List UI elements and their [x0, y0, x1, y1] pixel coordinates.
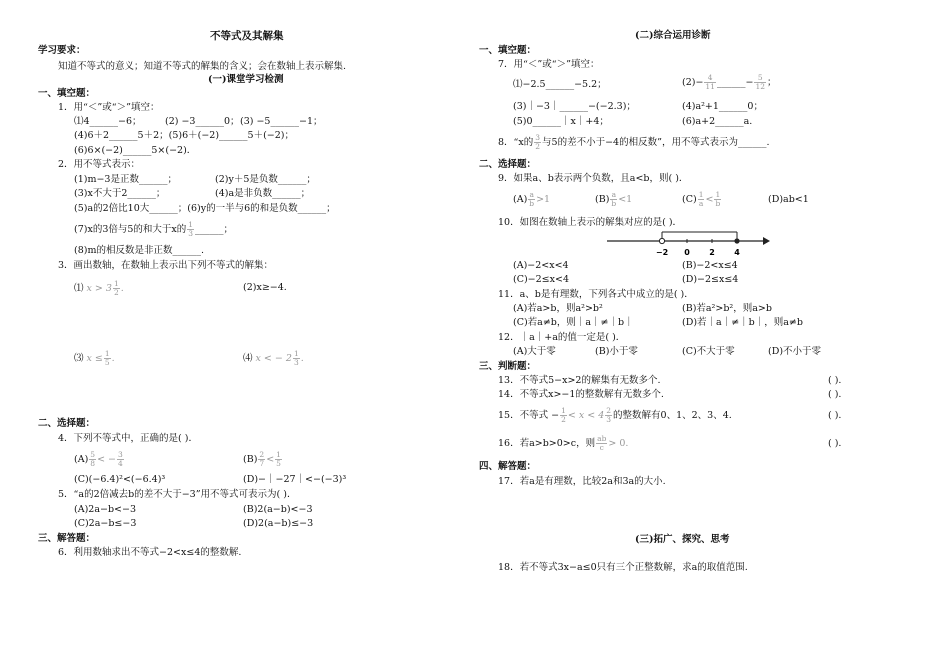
fill-heading-2: 一、填空题：: [479, 45, 537, 56]
q4-option-a: (A) $\frac{5}{8}$ < − $\frac{3}{4}$: [74, 450, 123, 468]
question-10: 10．如图在数轴上表示的解集对应的是( )．: [498, 217, 683, 228]
q2-items-5-6: (5)a的2倍比10大______；(6)y的一半与6的和是负数______；: [74, 203, 336, 214]
question-1: 1．用“＜”或“＞”填空：: [58, 102, 160, 113]
choice-heading: 二、选择题：: [38, 418, 96, 429]
q4-option-c: (C)(−6.4)²<(−6.4)³: [74, 474, 166, 485]
q14-answer-parens: ( ).: [828, 389, 842, 400]
q10-option-c: (C)−2≤x<4: [513, 274, 570, 285]
q5-option-a: (A)2a−b<−3: [74, 504, 136, 515]
q9-option-c: (C) $\frac{1}{a}$ < $\frac{1}{b}$: [682, 190, 721, 208]
q15-answer-parens: ( ).: [828, 410, 842, 421]
question-4: 4．下列不等式中，正确的是( )．: [58, 433, 198, 444]
q11-option-d: (D)若｜a｜≠｜b｜，则a≠b: [682, 317, 803, 328]
q5-option-b: (B)2(a−b)<−3: [243, 504, 313, 515]
q16-answer-parens: ( ).: [828, 438, 842, 449]
q4-option-d: (D)−｜−27｜<−(−3)³: [243, 474, 347, 485]
q2-item-3: (3)x不大于2______；: [74, 188, 166, 199]
q1-item-3: (3) −5______−1；: [240, 116, 323, 127]
fraction: $\frac{1}{3}$: [188, 220, 194, 238]
q1-item-1: ⑴4______−6；: [74, 116, 142, 127]
question-3: 3．画出数轴，在数轴上表示出下列不等式的解集：: [58, 260, 274, 271]
question-16: 16．若a>b>0>c，则 $\frac{ab}{c}$ > 0.: [498, 434, 629, 452]
q2-item-7: (7)x的3倍与5的和大于x的 $\frac{1}{3}$ ______；: [74, 220, 234, 238]
q7-item-4: (4)a²+1______0；: [682, 101, 763, 112]
section3-title: (三)拓广、探究、思考: [635, 534, 730, 545]
question-9: 9．如果a、b表示两个负数，且a<b，则( )．: [498, 173, 689, 184]
q13-answer-parens: ( ).: [828, 375, 842, 386]
question-14: 14．不等式x>−1的整数解有无数多个.: [498, 389, 664, 400]
q11-option-b: (B)若a²>b²，则a>b: [682, 303, 772, 314]
q12-option-a: (A)大于零: [513, 346, 556, 357]
requirements-heading: 学习要求：: [38, 45, 86, 56]
question-13: 13．不等式5−x>2的解集有无数多个.: [498, 375, 661, 386]
q5-option-d: (D)2(a−b)≤−3: [243, 518, 314, 529]
question-2: 2．用不等式表示：: [58, 159, 141, 170]
q10-option-a: (A)−2<x<4: [513, 260, 569, 271]
q1-item-2: (2) −3______0；: [165, 116, 240, 127]
question-15: 15．不等式 − $\frac{1}{2}$ < x < 4 $\frac{2}{3}$ 的整数解有0、1、2、3、4.: [498, 406, 732, 424]
question-5: 5．“a的2倍减去b的差不大于−3”用不等式可表示为( )．: [58, 489, 297, 500]
requirements-text: 知道不等式的意义；知道不等式的解集的含义；会在数轴上表示解集.: [58, 61, 347, 72]
q9-option-d: (D)ab<1: [768, 194, 809, 205]
q9-option-b: (B) $\frac{a}{b}$ <1: [595, 190, 633, 208]
q7-item-2: (2)− $\frac{4}{11}$ ______− $\frac{5}{12}$ ；: [682, 73, 777, 91]
q4-option-b: (B) $\frac{2}{7}$ < $\frac{1}{5}$: [243, 450, 281, 468]
question-17: 17．若a是有理数，比较2a和3a的大小.: [498, 476, 666, 487]
q1-item-6: (6)6×(−2)______5×(−2)．: [74, 145, 197, 156]
axis-label-2: 2: [709, 248, 715, 257]
section2-title: (二)综合运用诊断: [635, 30, 711, 41]
page-title: 不等式及其解集: [210, 30, 284, 42]
choice-heading-2: 二、选择题：: [479, 159, 537, 170]
closed-endpoint-icon: [734, 238, 739, 243]
q7-item-6: (6)a+2______a.: [682, 116, 753, 127]
number-line-figure: [605, 226, 770, 258]
axis-arrow-icon: [763, 237, 770, 245]
q2-item-4: (4)a是非负数______；: [215, 188, 311, 199]
q3-item-4: ⑷ x < − 2 $\frac{1}{3}$ .: [243, 349, 304, 367]
question-12: 12．｜a｜+a的值一定是( )．: [498, 332, 626, 343]
answer-heading-2: 四、解答题：: [479, 461, 537, 472]
answer-heading: 三、解答题：: [38, 533, 96, 544]
q3-item-3: ⑶ x ≤ $\frac{1}{5}$ .: [74, 349, 115, 367]
question-6: 6．利用数轴求出不等式−2<x≤4的整数解.: [58, 547, 242, 558]
section1-title: (一)课堂学习检测: [208, 74, 284, 85]
q2-item-1: (1)m−3是正数______；: [74, 174, 177, 185]
fill-heading: 一、填空题：: [38, 88, 96, 99]
q2-item-8: (8)m的相反数是非正数______.: [74, 245, 204, 256]
q12-option-b: (B)小于零: [595, 346, 638, 357]
q1-items-4-5: (4)6＋2______5＋2；(5)6＋(−2)______5＋(−2)；: [74, 130, 295, 141]
q7-item-3: (3)｜−3｜______−(−2.3)；: [513, 101, 636, 112]
q11-option-a: (A)若a>b，则a²>b²: [513, 303, 603, 314]
question-11: 11．a、b是有理数，下列各式中成立的是( )．: [498, 289, 694, 300]
q10-option-b: (B)−2<x≤4: [682, 260, 738, 271]
q3-item-1: ⑴ x > 3 $\frac{1}{2}$ .: [74, 279, 124, 297]
q12-option-d: (D)不小于零: [768, 346, 822, 357]
question-8: 8．“x的 $\frac{3}{2}$ 与5的差不小于−4的相反数”，用不等式表示为______.: [498, 133, 770, 151]
q12-option-c: (C)不大于零: [682, 346, 735, 357]
q9-option-a: (A) $\frac{a}{b}$ >1: [513, 190, 551, 208]
q10-option-d: (D)−2≤x≤4: [682, 274, 739, 285]
axis-label-4: 4: [734, 248, 740, 257]
axis-label-0: 0: [684, 248, 690, 257]
q3-item-2: (2)x≥−4.: [243, 282, 287, 293]
q5-option-c: (C)2a−b≤−3: [74, 518, 137, 529]
q7-item-1: ⑴−2.5______−5.2；: [513, 79, 607, 90]
question-18: 18．若不等式3x−a≤0只有三个正整数解，求a的取值范围.: [498, 562, 748, 573]
q7-item-5: (5)0______｜x｜+4；: [513, 116, 609, 127]
axis-label-neg2: −2: [655, 248, 669, 257]
question-7: 7．用“＜”或“＞”填空：: [498, 59, 600, 70]
judge-heading: 三、判断题：: [479, 361, 537, 372]
q2-item-2: (2)y＋5是负数______；: [215, 174, 316, 185]
open-endpoint-icon: [659, 238, 664, 243]
q11-option-c: (C)若a≠b，则｜a｜≠｜b｜: [513, 317, 634, 328]
